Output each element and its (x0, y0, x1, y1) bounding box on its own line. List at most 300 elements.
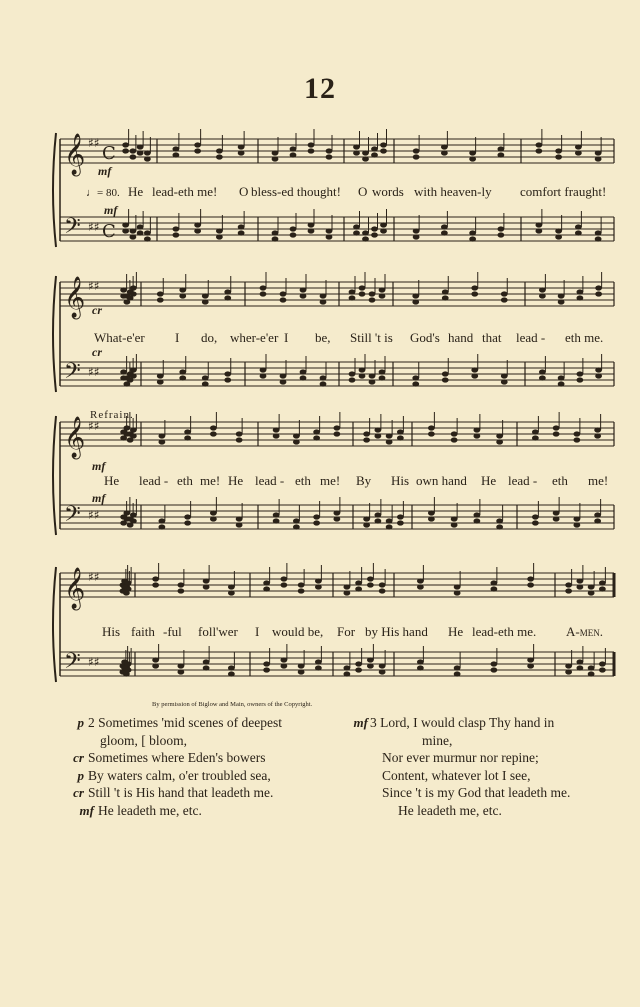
note-head (184, 435, 191, 440)
lyric: me! (588, 473, 609, 488)
note-head (594, 518, 601, 523)
treble-clef-icon: 𝄞 (64, 568, 86, 609)
verse-line: He leadeth me, etc. (398, 802, 502, 818)
note-head (216, 228, 223, 233)
note-head (454, 584, 461, 589)
note-head (179, 293, 186, 298)
lyric: me! (320, 473, 341, 488)
note-head (177, 663, 184, 668)
note-head (397, 435, 404, 440)
note-head (293, 439, 300, 444)
note-head (184, 520, 191, 525)
note-head (576, 295, 583, 300)
note-head (473, 427, 480, 432)
note-head (308, 142, 315, 147)
note-head (326, 234, 333, 239)
note-head (454, 665, 461, 670)
note-head (125, 667, 132, 672)
note-head (454, 590, 461, 595)
note-head (595, 156, 602, 161)
note-head (442, 295, 449, 300)
note-head (315, 584, 322, 589)
note-head (374, 433, 381, 438)
note-head (238, 224, 245, 229)
note-head (280, 576, 287, 581)
lyric: lead - (508, 473, 538, 488)
note-head (575, 224, 582, 229)
note-head (374, 427, 381, 432)
sharp-icon: ♯♯ (88, 136, 100, 150)
note-head (130, 373, 137, 378)
bass-clef-icon: 𝄢 (64, 214, 81, 244)
note-head (158, 439, 165, 444)
note-head (576, 578, 583, 583)
note-head (371, 232, 378, 237)
lyric: wher-e'er (230, 330, 279, 345)
note-head (224, 371, 231, 376)
note-head (194, 142, 201, 147)
note-head (496, 518, 503, 523)
note-head (315, 578, 322, 583)
note-head (595, 150, 602, 155)
lyric: God's (410, 330, 440, 345)
sharp-icon: ♯♯ (88, 220, 100, 234)
lyric: be, (315, 330, 331, 345)
note-head (290, 226, 297, 231)
note-head (203, 584, 210, 589)
note-head (469, 150, 476, 155)
lyric: own hand (416, 473, 467, 488)
note-head (293, 524, 300, 529)
note-head (216, 234, 223, 239)
note-head (122, 142, 129, 147)
note-head (203, 578, 210, 583)
note-head (535, 228, 542, 233)
note-head (313, 514, 320, 519)
note-head (442, 377, 449, 382)
note-head (417, 665, 424, 670)
brace (53, 276, 56, 392)
note-head (379, 375, 386, 380)
note-head (137, 144, 144, 149)
notes (119, 129, 605, 677)
note-head (326, 148, 333, 153)
note-head (130, 291, 137, 296)
note-head (558, 299, 565, 304)
note-head (413, 154, 420, 159)
note-head (130, 433, 137, 438)
note-head (553, 516, 560, 521)
note-head (137, 224, 144, 229)
note-head (177, 669, 184, 674)
lyric: He (128, 184, 144, 199)
lyric: that (482, 330, 502, 345)
note-head (144, 230, 151, 235)
lyric: A-men. (566, 624, 603, 639)
note-head (471, 367, 478, 372)
lyric: His (102, 624, 121, 639)
note-head (451, 516, 458, 521)
note-head (413, 228, 420, 233)
verse-line: 2 Sometimes 'mid scenes of deepest (88, 715, 283, 730)
treble-clef-icon: 𝄞 (64, 277, 86, 318)
brace (53, 133, 56, 247)
note-head (441, 150, 448, 155)
note-head (532, 514, 539, 519)
note-head (599, 661, 606, 666)
note-head (532, 429, 539, 434)
note-head (451, 522, 458, 527)
note-head (576, 584, 583, 589)
note-head (367, 657, 374, 662)
note-head (362, 236, 369, 241)
note-head (313, 520, 320, 525)
verse-line: Nor ever murmur nor repine; (382, 750, 539, 765)
dynamic-mf-2: mf (104, 203, 118, 217)
note-head (172, 232, 179, 237)
lyric: comfort fraught! (520, 184, 607, 199)
lyric: O (358, 184, 368, 199)
note-head (386, 524, 393, 529)
note-head (130, 518, 137, 523)
note-head (496, 433, 503, 438)
note-head (216, 154, 223, 159)
note-head (144, 156, 151, 161)
note-head (367, 576, 374, 581)
note-head (308, 222, 315, 227)
note-head (122, 228, 129, 233)
note-head (369, 291, 376, 296)
note-head (359, 285, 366, 290)
lyric: I (175, 330, 180, 345)
bass-clef-icon: 𝄢 (64, 359, 81, 389)
note-head (333, 425, 340, 430)
note-head (125, 661, 132, 666)
verse-line: Sometimes where Eden's bowers (88, 750, 266, 765)
note-head (228, 665, 235, 670)
note-head (442, 371, 449, 376)
note-head (573, 522, 580, 527)
lyric: lead-eth me! (152, 184, 218, 199)
note-head (555, 154, 562, 159)
note-head (260, 291, 267, 296)
note-head (490, 661, 497, 666)
note-head (122, 222, 129, 227)
note-head (238, 144, 245, 149)
note-head (152, 657, 159, 662)
note-head (137, 150, 144, 155)
note-head (379, 582, 386, 587)
note-head (129, 148, 136, 153)
note-head (451, 431, 458, 436)
refrain-label: Refrain. (90, 409, 134, 421)
note-head (362, 230, 369, 235)
note-head (599, 586, 606, 591)
note-head (558, 375, 565, 380)
note-head (428, 516, 435, 521)
note-head (412, 293, 419, 298)
note-head (359, 373, 366, 378)
note-head (263, 580, 270, 585)
note-head (152, 663, 159, 668)
lyric: What-e'er (94, 330, 145, 345)
note-head (539, 369, 546, 374)
note-head (349, 377, 356, 382)
lyrics-line-3 (104, 473, 608, 488)
note-head (333, 510, 340, 515)
note-head (353, 144, 360, 149)
note-head (469, 230, 476, 235)
note-head (210, 510, 217, 515)
note-head (333, 516, 340, 521)
note-head (367, 582, 374, 587)
note-head (280, 373, 287, 378)
lyric: foll'wer (198, 624, 238, 639)
verse-line: By waters calm, o'er troubled sea, (88, 767, 271, 783)
note-head (238, 150, 245, 155)
note-head (379, 293, 386, 298)
note-head (216, 148, 223, 153)
lyric: lead - (255, 473, 285, 488)
note-head (379, 588, 386, 593)
verse-2: p 2 Sometimes 'mid scenes of deepest gloom, [ bloom, cr Sometimes where Eden's bowers p By waters calm, o'er troubled sea, cr Still 't is His hand that leadeth me. mf He leadeth me, etc. (73, 715, 283, 818)
note-head (379, 369, 386, 374)
note-head (573, 516, 580, 521)
note-head (260, 373, 267, 378)
lyric: His (391, 473, 410, 488)
note-head (595, 236, 602, 241)
note-head (565, 663, 572, 668)
note-head (386, 433, 393, 438)
sharp-icon: ♯♯ (88, 279, 100, 293)
note-head (228, 584, 235, 589)
note-head (158, 433, 165, 438)
lyric: eth me. (565, 330, 604, 345)
verse-line: gloom, [ bloom, (100, 732, 187, 748)
note-head (397, 514, 404, 519)
dynamic-cr-1: cr (92, 303, 102, 317)
note-head (355, 667, 362, 672)
note-head (501, 291, 508, 296)
note-head (280, 582, 287, 587)
note-head (326, 154, 333, 159)
brace (53, 567, 56, 682)
note-head (355, 661, 362, 666)
lyric: would be, (272, 624, 324, 639)
note-head (280, 297, 287, 302)
note-head (588, 584, 595, 589)
dynamic-cr-2: cr (92, 345, 102, 359)
lyric: with heaven-ly (414, 184, 492, 199)
note-head (315, 659, 322, 664)
note-head (379, 669, 386, 674)
note-head (576, 289, 583, 294)
lyric: For (337, 624, 356, 639)
note-head (595, 230, 602, 235)
note-head (203, 659, 210, 664)
note-head (263, 667, 270, 672)
note-head (576, 665, 583, 670)
note-head (380, 228, 387, 233)
note-head (369, 379, 376, 384)
lyric: I (284, 330, 289, 345)
note-head (172, 146, 179, 151)
note-head (320, 375, 327, 380)
note-head (343, 584, 350, 589)
note-head (359, 367, 366, 372)
brace (53, 416, 56, 535)
note-head (273, 427, 280, 432)
lyric: He (481, 473, 497, 488)
note-head (417, 578, 424, 583)
note-head (558, 293, 565, 298)
note-head (272, 156, 279, 161)
note-head (320, 293, 327, 298)
note-head (575, 230, 582, 235)
verses (0, 714, 640, 824)
note-head (386, 518, 393, 523)
note-head (555, 148, 562, 153)
note-head (527, 582, 534, 587)
note-head (363, 437, 370, 442)
sharp-icon: ♯♯ (88, 655, 100, 669)
note-head (179, 287, 186, 292)
note-head (369, 373, 376, 378)
note-head (428, 510, 435, 515)
note-head (553, 431, 560, 436)
note-head (298, 588, 305, 593)
note-head (129, 154, 136, 159)
note-head (594, 427, 601, 432)
lyric: lead - (139, 473, 169, 488)
note-head (371, 152, 378, 157)
lyric: -ful (163, 624, 182, 639)
note-head (553, 510, 560, 515)
note-head (179, 369, 186, 374)
note-head (362, 150, 369, 155)
note-head (371, 226, 378, 231)
note-head (490, 667, 497, 672)
note-head (130, 367, 137, 372)
note-head (263, 586, 270, 591)
note-head (280, 291, 287, 296)
note-head (353, 224, 360, 229)
note-head (236, 522, 243, 527)
note-head (471, 285, 478, 290)
sharp-icon: ♯♯ (88, 419, 100, 433)
note-head (122, 148, 129, 153)
note-head (293, 433, 300, 438)
note-head (594, 433, 601, 438)
note-head (413, 234, 420, 239)
note-head (576, 377, 583, 382)
note-head (473, 518, 480, 523)
lyric: lead-eth me. (472, 624, 537, 639)
note-head (179, 375, 186, 380)
note-head (300, 287, 307, 292)
note-head (565, 669, 572, 674)
note-head (490, 580, 497, 585)
note-head (130, 427, 137, 432)
note-head (120, 369, 127, 374)
note-head (490, 586, 497, 591)
note-head (454, 671, 461, 676)
note-head (362, 156, 369, 161)
note-head (496, 524, 503, 529)
common-time-icon: C (102, 143, 116, 164)
note-head (441, 230, 448, 235)
note-head (130, 285, 137, 290)
note-head (210, 516, 217, 521)
note-head (374, 512, 381, 517)
note-head (576, 659, 583, 664)
note-head (539, 293, 546, 298)
note-head (573, 431, 580, 436)
note-head (576, 371, 583, 376)
lyric: eth (177, 473, 193, 488)
lyric: lead - (516, 330, 546, 345)
verse-line: Since 't is my God that leadeth me. (382, 785, 571, 800)
note-head (374, 518, 381, 523)
note-head (380, 148, 387, 153)
lyric: eth (295, 473, 311, 488)
note-head (273, 518, 280, 523)
note-head (290, 232, 297, 237)
note-head (177, 582, 184, 587)
note-head (471, 373, 478, 378)
note-head (157, 379, 164, 384)
lyric: He (104, 473, 120, 488)
note-head (532, 435, 539, 440)
note-head (380, 142, 387, 147)
note-head (157, 373, 164, 378)
note-head (326, 228, 333, 233)
note-head (428, 425, 435, 430)
note-head (236, 437, 243, 442)
note-head (260, 367, 267, 372)
note-head (558, 381, 565, 386)
note-head (137, 230, 144, 235)
lyric: me! (200, 473, 221, 488)
note-head (228, 590, 235, 595)
note-head (412, 381, 419, 386)
note-head (123, 425, 130, 430)
note-head (353, 150, 360, 155)
note-head (315, 665, 322, 670)
lyric: words (372, 184, 404, 199)
note-head (496, 439, 503, 444)
lyric: eth (552, 473, 568, 488)
note-head (595, 373, 602, 378)
note-head (263, 661, 270, 666)
note-head (343, 590, 350, 595)
note-head (473, 433, 480, 438)
note-head (158, 518, 165, 523)
note-head (224, 289, 231, 294)
note-head (290, 152, 297, 157)
note-head (130, 512, 137, 517)
note-head (280, 379, 287, 384)
note-head (184, 429, 191, 434)
note-head (349, 371, 356, 376)
sharp-icon: ♯♯ (88, 508, 100, 522)
note-head (565, 588, 572, 593)
lyric: By (356, 473, 372, 488)
note-head (469, 236, 476, 241)
common-time-icon: C (102, 221, 116, 242)
note-head (280, 657, 287, 662)
note-head (194, 148, 201, 153)
